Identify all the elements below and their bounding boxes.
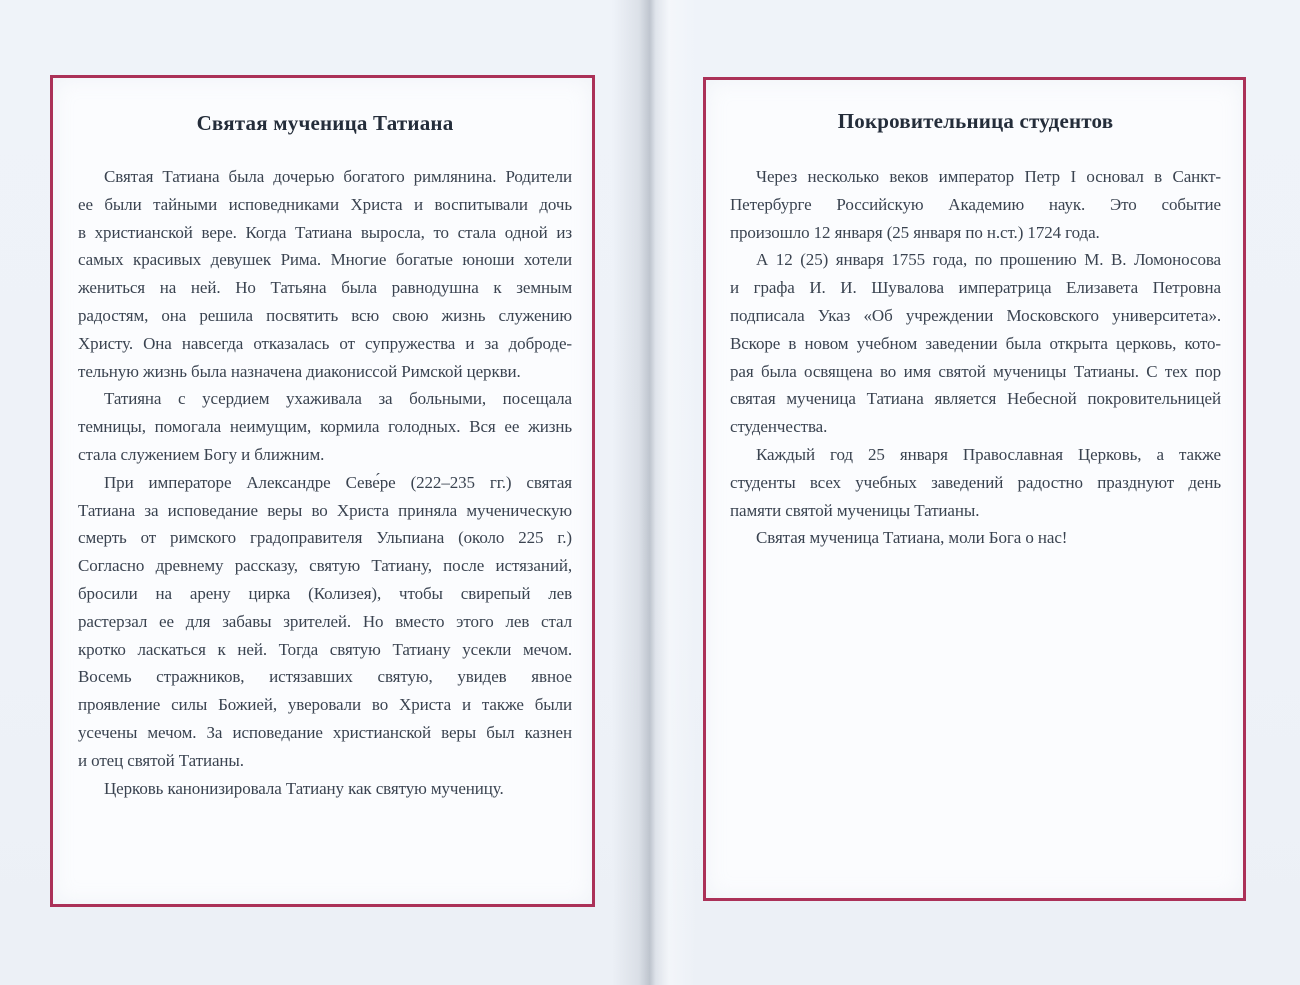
text-line: кротко ласкаться к ней. Тогда святую Татиану усекли мечом.: [78, 639, 572, 659]
text-line: Согласно древнему рассказу, святую Татиану, после истязаний,: [78, 556, 572, 576]
paragraph: [78, 775, 572, 803]
text-line: проявление силы Божией, уверовали во Христа и также были: [78, 695, 572, 715]
text-line: Петербурге Российскую Академию наук. Это событие: [730, 194, 1221, 214]
text-line: Церковь канонизировала Татиану как святую мученицу.: [104, 778, 504, 798]
text-line: Восемь стражников, истязавших святую, увидев явное: [78, 667, 572, 687]
right-page-title: Покровительница студентов: [837, 109, 1114, 133]
left-page-title: Святая мученица Татиана: [196, 111, 454, 135]
text-line: Каждый год 25 января Православная Церковь, а также: [756, 444, 1221, 464]
text-line: Святая Татиана была дочерью богатого римлянина. Родители: [104, 167, 572, 186]
text-line: произошло 12 января (25 января по н.ст.) 1724 года.: [730, 222, 1100, 242]
text-line: Вскоре в новом учебном заведении была открыта церковь, кото-: [730, 333, 1221, 353]
text-line: и графа И. И. Шувалова императрица Елизавета Петровна: [730, 278, 1221, 298]
paragraph: [730, 163, 1221, 246]
text-line: Татиана за исповедание веры во Христа приняла мученическую: [78, 500, 572, 520]
left-page: [50, 75, 595, 907]
text-line: тельную жизнь была назначена диакониссой Римской церкви.: [78, 361, 521, 381]
text-line: святая мученица Татиана является Небесной покровительницей: [730, 389, 1221, 409]
text-line: Через несколько веков император Петр I основал в Санкт-: [756, 167, 1221, 186]
text-line: Христу. Она навсегда отказалась от супружества и за доброде-: [78, 333, 572, 353]
text-line: рая была освящена во имя святой мученицы Татианы. С тех пор: [730, 361, 1221, 381]
text-line: Татияна с усердием ухаживала за больными, посещала: [104, 389, 572, 409]
text-line: бросили на арену цирка (Колизея), чтобы свирепый лев: [78, 583, 572, 603]
text-line: растерзал ее для забавы зрителей. Но вместо этого лев стал: [78, 611, 572, 631]
text-line: темницы, помогала неимущим, кормила голодных. Вся ее жизнь: [78, 417, 572, 437]
text-line: памяти святой мученицы Татианы.: [730, 500, 980, 520]
paragraph: [78, 469, 572, 775]
paragraph: [730, 524, 1221, 552]
text-line: жениться на ней. Но Татьяна была равнодушна к земным: [78, 278, 572, 298]
text-line: в христианской вере. Когда Татиана выросла, то стала одной из: [78, 222, 572, 242]
text-line: и отец святой Татианы.: [78, 750, 244, 770]
right-page: [703, 77, 1246, 901]
text-line: радостям, она решила посвятить всю свою жизнь служению: [78, 305, 572, 325]
left-page-body: [78, 163, 572, 802]
right-page-body: [730, 163, 1221, 552]
text-line: Святая мученица Татиана, моли Бога о нас!: [756, 528, 1068, 548]
text-line: стала служением Богу и ближним.: [78, 444, 325, 464]
paragraph: [730, 441, 1221, 524]
paragraph: [78, 163, 572, 385]
paragraph: [78, 385, 572, 468]
text-line: ее были тайными исповедниками Христа и воспитывали дочь: [78, 194, 572, 214]
text-line: При императоре Александре Севе́ре (222–235 гг.) святая: [104, 472, 572, 492]
text-line: студенты всех учебных заведений радостно празднуют день: [730, 472, 1221, 492]
paragraph: [730, 246, 1221, 441]
text-line: самых красивых девушек Рима. Многие богатые юноши хотели: [78, 250, 572, 270]
text-line: смерть от римского градоправителя Ульпиана (около 225 г.): [78, 528, 572, 548]
text-line: усечены мечом. За исповедание христианской веры был казнен: [78, 722, 572, 742]
text-line: подписала Указ «Об учреждении Московского университета».: [730, 305, 1221, 325]
book-spine-shadow: [612, 0, 696, 985]
text-line: А 12 (25) января 1755 года, по прошению М. В. Ломоносова: [756, 250, 1221, 270]
text-line: студенчества.: [730, 417, 828, 437]
